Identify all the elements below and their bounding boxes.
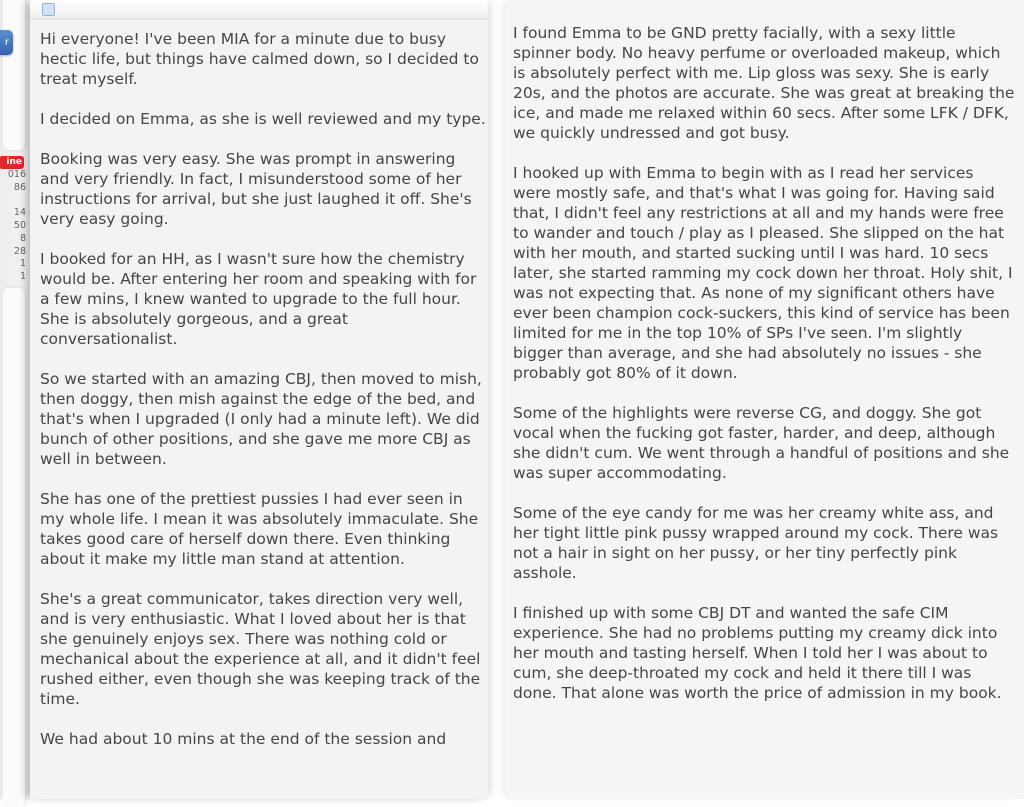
rail-panel-top xyxy=(3,0,25,150)
thread-count: 1 xyxy=(19,258,26,270)
rail-panel-bottom xyxy=(3,288,25,807)
post-paragraph: She's a great communicator, takes direction very well, and is very enthusiastic. What I loved about her is that she genuinely enjoys sex. There was nothing cold or mechanical about the experience at all, and it didn't feel rushed either, even though she was keeping track of the time. xyxy=(40,590,481,708)
post-paragraph: Some of the eye candy for me was her creamy white ass, and her tight little pink pussy wrapped around my cock. There was not a hair in sight on her pussy, or her tiny perfectly pink asshole. xyxy=(513,504,999,582)
right-post-column xyxy=(505,0,1024,799)
thread-count: 1 xyxy=(19,270,26,282)
post-panel-header xyxy=(30,0,488,20)
post-paragraph: Some of the highlights were reverse CG, and doggy. She got vocal when the fucking got faster, harder, and deep, although she didn't cum. We went through a handful of positions and she was super accommodating. xyxy=(513,404,1010,482)
left-post-body xyxy=(30,20,492,749)
right-post-body xyxy=(505,0,1023,703)
post-paragraph: I booked for an HH, as I wasn't sure how the chemistry would be. After entering her room and speaking with for a few mins, I knew wanted to upgrade to the full hour. She is absolutely gorgeous, and a great conversationalist. xyxy=(40,250,477,348)
post-paragraph: I decided on Emma, as she is well reviewed and my type. xyxy=(40,110,486,128)
post-paragraph: She has one of the prettiest pussies I had ever seen in my whole life. I mean it was absolutely immaculate. She takes good care of herself down there. Even thinking about it make my little man stand at attention. xyxy=(40,490,479,568)
post-paragraph: I hooked up with Emma to begin with as I read her services were mostly safe, and that's what I was going for. Having said that, I didn't feel any restrictions at all and my hands were free to wander and touch / play as I pleased. She slipped on the hat with her mouth, and started sucking until I was hard. 10 secs later, she started ramming my cock down her throat. Holy shit, I was not expecting that. As none of my significant others have ever been champion cock-suckers, this kind of service has been limited for me in the top 10% of SPs I've seen. I'm slightly bigger than average, and she had absolutely no issues - she probably got 80% of it down. xyxy=(513,164,1013,382)
collapse-square-icon[interactable] xyxy=(42,3,55,16)
post-paragraph: I finished up with some CBJ DT and wanted the safe CIM experience. She had no problems putting my creamy dick into her mouth and tasting herself. When I told her I was about to cum, she deep-throated my cock and held it there till I was done. That alone was worth the price of admission in my book. xyxy=(513,604,1002,702)
online-badge: ine xyxy=(0,156,24,169)
thread-count: 8 xyxy=(19,232,26,244)
post-paragraph: Hi everyone! I've been MIA for a minute due to busy hectic life, but things have calmed down, so I decided to treat myself. xyxy=(40,30,479,88)
thread-count: 016 xyxy=(7,169,26,180)
left-rail xyxy=(0,0,30,799)
thread-count: 14 xyxy=(13,207,26,219)
thread-count: 86 xyxy=(13,181,26,193)
post-paragraph: We had about 10 mins at the end of the session and xyxy=(40,730,447,748)
thread-count: 28 xyxy=(13,245,26,257)
thread-count-list xyxy=(0,169,26,284)
post-paragraph: I found Emma to be GND pretty facially, with a sexy little spinner body. No heavy perfume or overloaded makeup, which is absolutely perfect with me. Lip gloss was sexy. She is early 20s, and the photos are accurate. She was great at breaking the ice, and made me relaxed within 60 secs. After some LFK / DFK, we quickly undressed and got busy. xyxy=(513,24,1015,142)
left-post-column xyxy=(30,0,488,799)
cropped-blue-button[interactable]: r xyxy=(0,30,13,55)
post-paragraph: Booking was very easy. She was prompt in answering and very friendly. In fact, I misunderstood some of her instructions for arrival, but she just laughed it off. She's very easy going. xyxy=(40,150,472,228)
thread-count: 50 xyxy=(13,220,26,232)
post-paragraph: So we started with an amazing CBJ, then moved to mish, then doggy, then mish against the edge of the bed, and that's when I upgraded (I only had a minute left). We did bunch of other positions, and she gave me more CBJ as well in between. xyxy=(40,370,482,468)
